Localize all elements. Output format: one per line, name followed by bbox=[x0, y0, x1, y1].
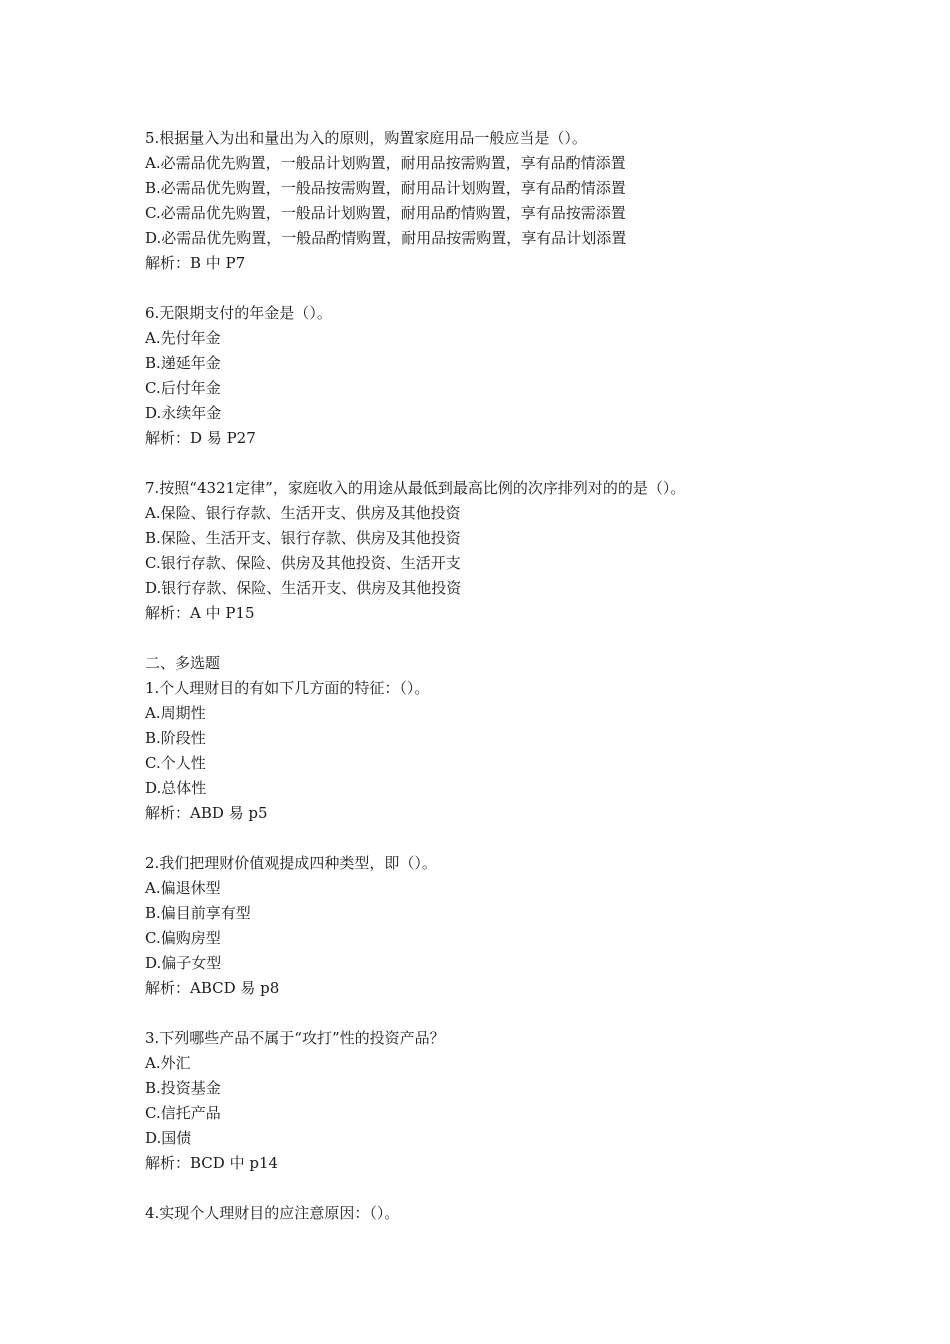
question-text: 7.按照“4321定律”，家庭收入的用途从最低到最高比例的次序排列对的的是（）。 bbox=[145, 479, 686, 497]
analysis-text: 解析：A 中 P15 bbox=[145, 604, 255, 622]
question-block-m1 bbox=[145, 676, 905, 826]
spacer bbox=[145, 451, 905, 476]
question-text: 2.我们把理财价值观提成四种类型，即（）。 bbox=[145, 854, 437, 872]
option-a: A.外汇 bbox=[145, 1054, 191, 1072]
question-block-q6 bbox=[145, 301, 905, 451]
option-d: D.国债 bbox=[145, 1129, 192, 1147]
option-d: D.必需品优先购置，一般品酌情购置，耐用品按需购置，享有品计划添置 bbox=[145, 229, 627, 247]
option-b: B.阶段性 bbox=[145, 729, 206, 747]
analysis-text: 解析：B 中 P7 bbox=[145, 254, 246, 272]
spacer bbox=[145, 626, 905, 651]
analysis-text: 解析：ABD 易 p5 bbox=[145, 804, 268, 822]
question-block-q7 bbox=[145, 476, 905, 626]
option-c: C.银行存款、保险、供房及其他投资、生活开支 bbox=[145, 554, 461, 572]
spacer bbox=[145, 1001, 905, 1026]
spacer bbox=[145, 1176, 905, 1201]
question-text: 6.无限期支付的年金是（）。 bbox=[145, 304, 332, 322]
option-b: B.保险、生活开支、银行存款、供房及其他投资 bbox=[145, 529, 461, 547]
analysis-text: 解析：BCD 中 p14 bbox=[145, 1154, 279, 1172]
option-c: C.信托产品 bbox=[145, 1104, 221, 1122]
option-b: B.必需品优先购置，一般品按需购置，耐用品计划购置，享有品酌情添置 bbox=[145, 179, 626, 197]
question-text: 4.实现个人理财目的应注意原因：（）。 bbox=[145, 1204, 400, 1222]
option-a: A.偏退休型 bbox=[145, 879, 221, 897]
question-block-m3 bbox=[145, 1026, 905, 1176]
analysis-text: 解析：ABCD 易 p8 bbox=[145, 979, 280, 997]
option-a: A.保险、银行存款、生活开支、供房及其他投资 bbox=[145, 504, 461, 522]
question-block-m4 bbox=[145, 1201, 905, 1226]
option-d: D.银行存款、保险、生活开支、供房及其他投资 bbox=[145, 579, 462, 597]
question-block-q5 bbox=[145, 126, 905, 276]
option-d: D.总体性 bbox=[145, 779, 207, 797]
option-c: C.后付年金 bbox=[145, 379, 221, 397]
question-text: 1.个人理财目的有如下几方面的特征：（）。 bbox=[145, 679, 430, 697]
option-c: C.个人性 bbox=[145, 754, 206, 772]
option-a: A.必需品优先购置，一般品计划购置，耐用品按需购置，享有品酌情添置 bbox=[145, 154, 626, 172]
option-b: B.偏目前享有型 bbox=[145, 904, 251, 922]
option-c: C.偏购房型 bbox=[145, 929, 221, 947]
option-a: A.周期性 bbox=[145, 704, 206, 722]
spacer bbox=[145, 276, 905, 301]
question-block-m2 bbox=[145, 851, 905, 1001]
spacer bbox=[145, 826, 905, 851]
question-text: 5.根据量入为出和量出为入的原则，购置家庭用品一般应当是（）。 bbox=[145, 129, 587, 147]
question-text: 3.下列哪些产品不属于“攻打”性的投资产品？ bbox=[145, 1029, 445, 1047]
option-d: D.永续年金 bbox=[145, 404, 222, 422]
option-d: D.偏子女型 bbox=[145, 954, 222, 972]
option-b: B.递延年金 bbox=[145, 354, 221, 372]
analysis-text: 解析：D 易 P27 bbox=[145, 429, 256, 447]
document-page bbox=[145, 126, 905, 1226]
section-heading: 二、多选题 bbox=[145, 654, 221, 672]
option-c: C.必需品优先购置，一般品计划购置，耐用品酌情购置，享有品按需添置 bbox=[145, 204, 626, 222]
option-b: B.投资基金 bbox=[145, 1079, 221, 1097]
option-a: A.先付年金 bbox=[145, 329, 221, 347]
